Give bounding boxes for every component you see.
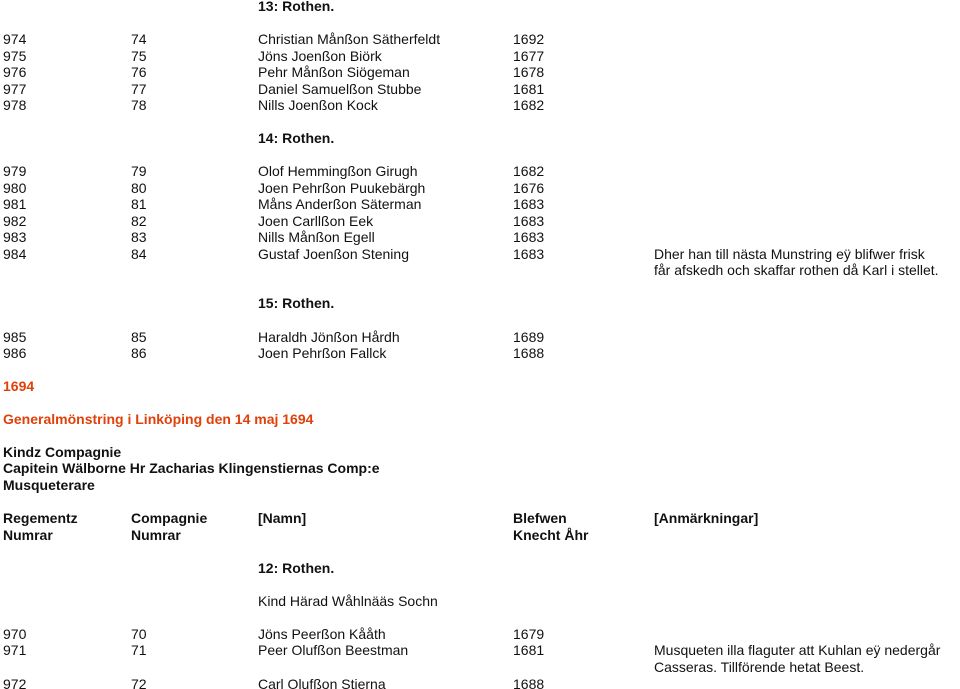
cell-text: Olof Hemmingßon Girugh [258,163,418,179]
cell-text: Compagnie [131,510,208,526]
remark: får afskedh och skaffar rothen då Karl i stellet. [654,262,939,278]
cell-text: [Anmärkningar] [654,510,759,526]
cell-text: Nills Joenßon Kock [258,97,378,113]
cell-text: Numrar [131,527,181,543]
cell-text: 978 [3,97,27,113]
cell-text: 1683 [513,246,545,262]
table-row [0,31,960,48]
cell-text: 74 [131,31,147,47]
company-name: Kindz Compagnie [3,444,122,460]
cell-text: [Namn] [258,510,307,526]
cell-text: Haraldh Jönßon Hårdh [258,329,400,345]
cell-text: 83 [131,229,147,245]
cell-text: 1682 [513,163,545,179]
event-heading: Generalmönstring i Linköping den 14 maj 1694 [3,411,314,427]
cell-text: 986 [3,345,27,361]
cell-text: 77 [131,81,147,97]
cell-text: Carl Olufßon Stierna [258,676,386,689]
cell-text: Pehr Månßon Siögeman [258,64,410,80]
cell-text: 1679 [513,626,545,642]
cell-text: 972 [3,676,27,689]
cell-text: 980 [3,180,27,196]
cell-text: 1683 [513,229,545,245]
cell-text: 81 [131,196,147,212]
cell-text: 975 [3,48,27,64]
year-heading: 1694 [3,378,35,394]
cell-text: 76 [131,64,147,80]
table-row [0,246,960,263]
cell-text: 1689 [513,329,545,345]
table-row [0,97,960,114]
cell-text: 80 [131,180,147,196]
cell-text: Jöns Peerßon Kååth [258,626,386,642]
cell-text: Christian Månßon Sätherfeldt [258,31,441,47]
cell-text: Regementz [3,510,78,526]
cell-text: 1682 [513,97,545,113]
cell-text: 86 [131,345,147,361]
cell-text: 72 [131,676,147,689]
cell-text: 82 [131,213,147,229]
cell-text: 1678 [513,64,545,80]
cell-text: Nills Månßon Egell [258,229,375,245]
cell-text: Numrar [3,527,53,543]
cell-text: 84 [131,246,147,262]
table-row [0,64,960,81]
cell-text: 70 [131,626,147,642]
column-headers [0,527,960,544]
cell-text: Måns Anderßon Säterman [258,196,422,212]
cell-text: 985 [3,329,27,345]
cell-text: 976 [3,64,27,80]
table-row [0,642,960,659]
cell-text: 1676 [513,180,545,196]
table-row [0,180,960,197]
cell-text: 982 [3,213,27,229]
table-row [0,676,960,689]
cell-text: 1677 [513,48,545,64]
cell-text: 1683 [513,213,545,229]
table-row [0,626,960,643]
table-row [0,81,960,98]
unit-type: Musqueterare [3,477,95,493]
cell-text: 71 [131,642,147,658]
table-row [0,48,960,65]
cell-text: 78 [131,97,147,113]
cell-text: Joen Pehrßon Fallck [258,345,387,361]
cell-text: 979 [3,163,27,179]
column-headers [0,510,960,527]
table-row [0,196,960,213]
table-row [0,229,960,246]
cell-text: Gustaf Joenßon Stening [258,246,409,262]
cell-text: 984 [3,246,27,262]
cell-text: 1681 [513,642,545,658]
remark: Musqueten illa flaguter att Kuhlan eÿ nedergår [654,642,941,658]
cell-text: 983 [3,229,27,245]
table-row [0,213,960,230]
cell-text: Daniel Samuelßon Stubbe [258,81,422,97]
cell-text: 1692 [513,31,545,47]
cell-text: 1683 [513,196,545,212]
cell-text: 1681 [513,81,545,97]
cell-text: 79 [131,163,147,179]
section-heading: 12: Rothen. [258,560,335,576]
table-row [0,163,960,180]
cell-text: Peer Olufßon Beestman [258,642,409,658]
captain-name: Capitein Wälborne Hr Zacharias Klingenstiernas Comp:e [3,460,380,476]
remark: Dher han till nästa Munstring eÿ blifwer frisk [654,246,925,262]
cell-text: 971 [3,642,27,658]
cell-text: 981 [3,196,27,212]
cell-text: 977 [3,81,27,97]
cell-text: 974 [3,31,27,47]
section-heading: 13: Rothen. [258,0,335,14]
remark: Casseras. Tillförende hetat Beest. [654,659,865,675]
cell-text: Joen Pehrßon Puukebärgh [258,180,426,196]
cell-text: 970 [3,626,27,642]
cell-text: 1688 [513,676,545,689]
cell-text: Knecht Åhr [513,527,589,543]
section-heading: 15: Rothen. [258,295,335,311]
cell-text: Joen Carllßon Eek [258,213,374,229]
section-heading: 14: Rothen. [258,130,335,146]
cell-text: 75 [131,48,147,64]
cell-text: Jöns Joenßon Biörk [258,48,382,64]
cell-text: Blefwen [513,510,567,526]
district-label: Kind Härad Wåhlnääs Sochn [258,593,438,609]
table-row [0,329,960,346]
cell-text: 85 [131,329,147,345]
cell-text: 1688 [513,345,545,361]
table-row [0,345,960,362]
